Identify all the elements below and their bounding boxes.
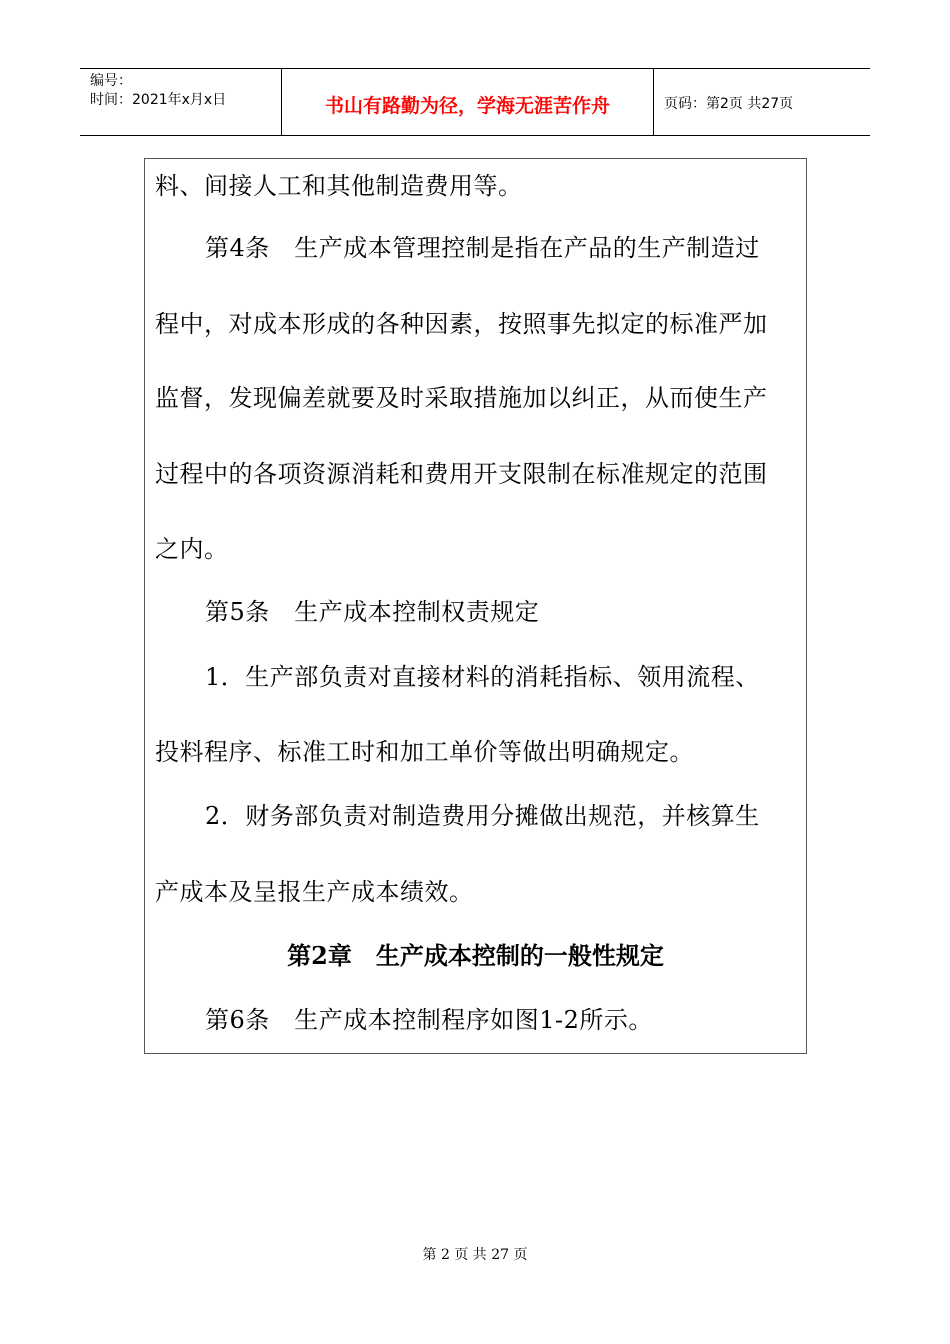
header-meta-cell	[80, 69, 282, 135]
document-number-label: 编号：	[90, 73, 132, 89]
text-line: 第4条 生产成本管理控制是指在产品的生产制造过	[205, 234, 760, 262]
document-header	[80, 68, 870, 136]
text-line: 料、间接人工和其他制造费用等。	[155, 172, 523, 200]
header-page-label: 页码：第2页 共27页	[664, 96, 794, 112]
text-line: 过程中的各项资源消耗和费用开支限制在标准规定的范围	[155, 460, 768, 488]
header-motto-cell	[282, 69, 654, 135]
text-line: 产成本及呈报生产成本绩效。	[155, 878, 474, 906]
text-line: 2．财务部负责对制造费用分摊做出规范，并核算生	[205, 802, 760, 830]
header-motto: 书山有路勤为径，学海无涯苦作舟	[324, 94, 610, 117]
text-line: 监督，发现偏差就要及时采取措施加以纠正，从而使生产	[155, 384, 768, 412]
text-line: 投料程序、标准工时和加工单价等做出明确规定。	[155, 738, 694, 766]
text-line: 之内。	[155, 535, 229, 563]
document-date-label: 时间：2021年x月x日	[90, 92, 227, 108]
text-line: 程中，对成本形成的各种因素，按照事先拟定的标准严加	[155, 310, 768, 338]
text-line: 1．生产部负责对直接材料的消耗指标、领用流程、	[205, 663, 760, 691]
chapter-heading: 第2章 生产成本控制的一般性规定	[287, 941, 664, 970]
content-box	[144, 158, 807, 1054]
text-line: 第6条 生产成本控制程序如图1-2所示。	[205, 1006, 653, 1034]
page-footer: 第 2 页 共 27 页	[422, 1247, 528, 1263]
text-line: 第5条 生产成本控制权责规定	[205, 598, 540, 626]
header-page-cell	[654, 69, 870, 135]
